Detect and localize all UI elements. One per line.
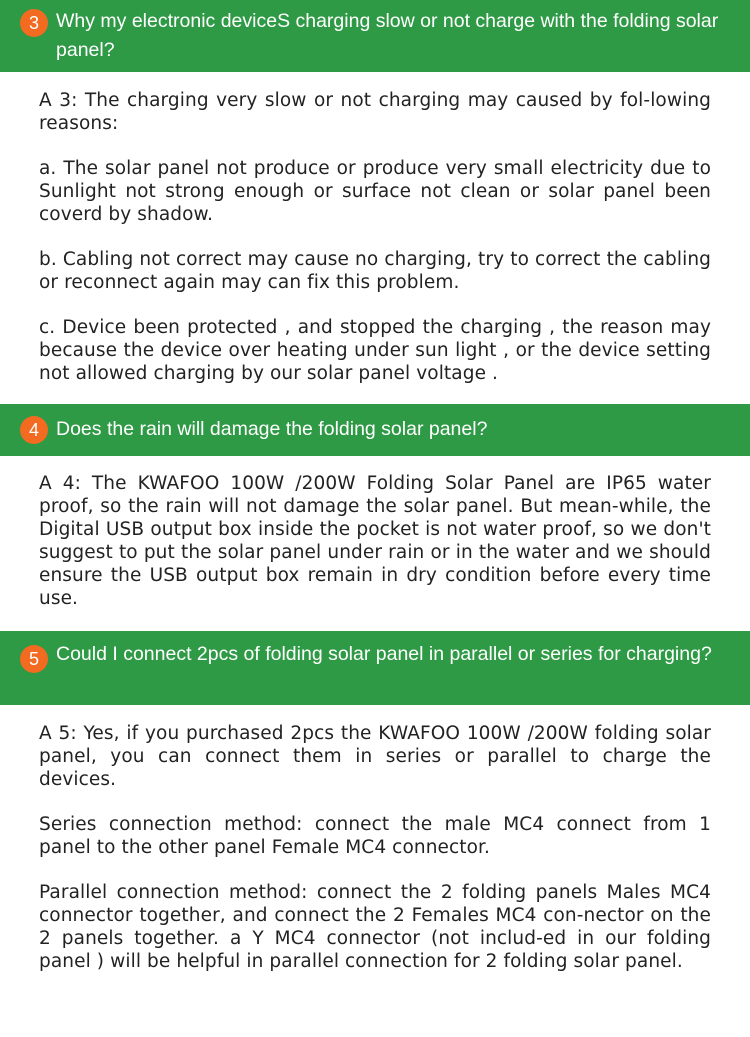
question-number-badge: 4 (20, 416, 48, 444)
answer-paragraph: a. The solar panel not produce or produce very small electricity due to Sunlight not strong enough or surface not clean or solar panel been coverd by shadow. (39, 158, 711, 225)
faq-answer-4 (39, 472, 711, 632)
answer-paragraph: A 5: Yes, if you purchased 2pcs the KWAFOO 100W /200W folding solar panel, you can connect them in series or parallel to charge the devices. (39, 723, 711, 790)
question-number-badge: 3 (20, 9, 48, 37)
question-text: Why my electronic deviceS charging slow or not charge with the folding solar panel? (56, 10, 719, 61)
faq-header-5 (0, 631, 750, 705)
answer-paragraph: A 4: The KWAFOO 100W /200W Folding Solar Panel are IP65 water proof, so the rain will not damage the solar panel. But mean-while, the Digital USB output box inside the pocket is not water proof, so we don't suggest to put the solar panel under rain or in the water and we should ensure the USB output box remain in dry condition before every time use. (39, 473, 711, 609)
faq-header-4 (0, 404, 750, 456)
faq-header-3 (0, 0, 750, 72)
answer-paragraph: Series connection method: connect the male MC4 connect from 1 panel to the other panel Female MC4 connector. (39, 814, 711, 858)
faq-answer-3 (39, 89, 711, 407)
answer-paragraph: Parallel connection method: connect the 2 folding panels Males MC4 connector together, and connect the 2 Females MC4 con-nector on the 2 panels together. a Y MC4 connector (not includ-ed in our folding panel ) will be helpful in parallel connection for 2 folding solar panel. (39, 882, 711, 972)
question-text: Does the rain will damage the folding solar panel? (56, 418, 488, 440)
answer-paragraph: c. Device been protected , and stopped the charging , the reason may because the device over heating under sun light , or the device setting not allowed charging by our solar panel voltage . (39, 317, 711, 384)
answer-paragraph: b. Cabling not correct may cause no charging, try to correct the cabling or reconnect again may can fix this problem. (39, 249, 711, 293)
question-text: Could I connect 2pcs of folding solar panel in parallel or series for charging? (56, 643, 712, 665)
question-number-badge: 5 (20, 645, 48, 673)
faq-answer-5 (39, 722, 711, 995)
answer-paragraph: A 3: The charging very slow or not charging may caused by fol-lowing reasons: (39, 90, 711, 134)
